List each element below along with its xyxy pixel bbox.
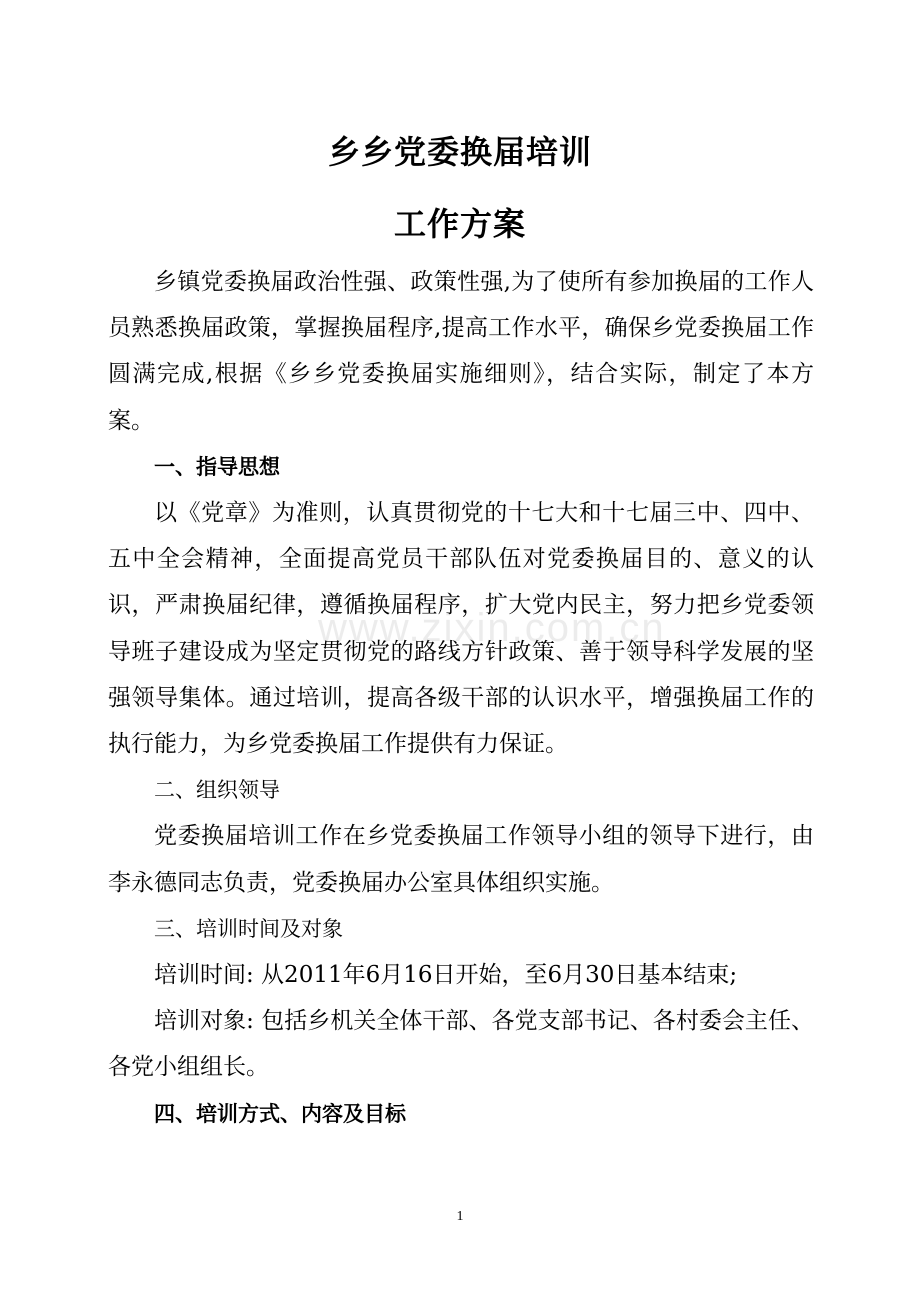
- document-title-line2: 工作方案: [393, 205, 526, 243]
- watermark-text: www.zixin.com.cn: [318, 606, 666, 650]
- section-heading-time-and-target: 三、培训时间及对象: [154, 916, 343, 941]
- training-target-paragraph: 培训对象: 包括乡机关全体干部、各党支部书记、各村委会主任、各党小组组长。: [108, 1008, 814, 1081]
- organization-paragraph: 党委换届培训工作在乡党委换届工作领导小组的领导下进行，由李永德同志负责，党委换届办公室具体组织实施。: [108, 823, 814, 896]
- section-heading-organization: 二、组织领导: [154, 778, 280, 803]
- document-title-line1: 乡乡党委换届培训: [327, 133, 592, 171]
- intro-paragraph: 乡镇党委换届政治性强、政策性强,为了使所有参加换届的工作人员熟悉换届政策，掌握换届程序,提高工作水平，确保乡党委换届工作圆满完成,根据《乡乡党委换届实施细则》，结合实际，制定了本方案。: [108, 269, 814, 434]
- section-heading-method-content-goal: 四、培训方式、内容及目标: [154, 1101, 406, 1126]
- section-heading-guiding-ideology: 一、指导思想: [154, 454, 280, 479]
- guiding-ideology-paragraph: 以《党章》为准则，认真贯彻党的十七大和十七届三中、四中、五中全会精神，全面提高党员干部队伍对党委换届目的、意义的认识，严肃换届纪律，遵循换届程序，扩大党内民主，努力把乡党委领导班子建设成为坚定贯彻党的路线方针政策、善于领导科学发展的坚强领导集体。通过培训，提高各级干部的认识水平，增强换届工作的执行能力，为乡党委换届工作提供有力保证。: [108, 500, 814, 758]
- document-body: [108, 259, 814, 1137]
- page-number: 1: [456, 1209, 464, 1224]
- training-time-paragraph: 培训时间: 从2011年6月16日开始，至6月30日基本结束;: [154, 962, 738, 989]
